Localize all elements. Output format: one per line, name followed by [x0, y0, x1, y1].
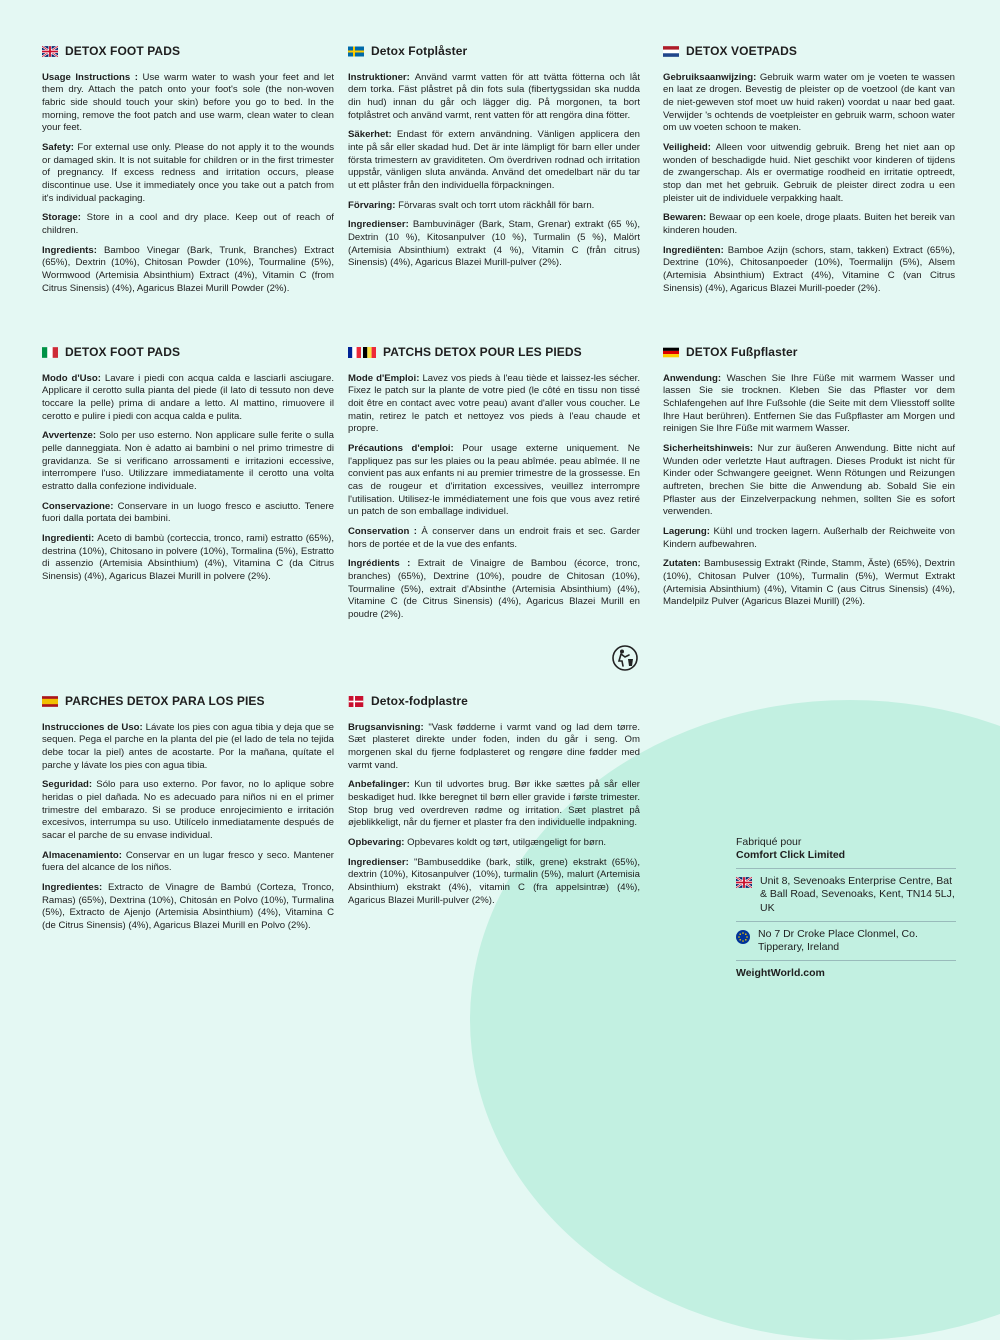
section-title: PARCHES DETOX PARA LOS PIES [65, 694, 265, 708]
storage-paragraph: Storage: Store in a cool and dry place. Keep out of reach of children. [42, 212, 334, 237]
usage-paragraph: Anwendung: Waschen Sie Ihre Füße mit warmem Wasser und lassen Sie sie trocknen. Kleben Sie das Pflaster vor dem Schlafengehen auf Ihre Fußsohle (die Seite mit dem Vliesstoff sollte Ihre Haut berühren). Entfernen Sie das Fußpflaster am Morgen und reinigen Sie Ihre Füße mit warmem Wasser. [663, 372, 955, 435]
safety-paragraph: Safety: For external use only. Please do not apply it to the wounds or damaged skin. It is not suitable for children or in the first trimester of pregnancy. If excess redness and irritation occurs, please discontinue use. Use it immediately once you take out a patch from it's individual packaging. [42, 142, 334, 204]
section-spanish [42, 694, 334, 940]
storage-paragraph: Förvaring: Förvaras svalt och torrt utom räckhåll för barn. [348, 199, 595, 211]
section-danish-heading [348, 694, 640, 710]
section-german [663, 345, 955, 616]
section-title: Detox-fodplastre [371, 694, 468, 708]
ingredients-paragraph: Ingredients: Bamboo Vinegar (Bark, Trunk, Branches) Extract (65%), Dextrin (10%), Chitosan Powder (10%), Tourmaline (5%), Wormwood (Artemisia Absinthium) Extract (4%), Vitamin C (from Citrus Sinensis) (4%), Agaricus Blazei Murill Powder (2%). [42, 244, 334, 294]
ingredients-paragraph: Zutaten: Bambusessig Extrakt (Rinde, Stamm, Äste) (65%), Dextrin (10%), Chitosan Pulver (10%), Turmalin (5%), Wermut Extrakt (Artemisia Absinthium) (4%), Vitamin C (aus Citrus Sinensis) (4%), Mandelpilz Pulver (Agaricus Blazei Murill) (2%). [663, 558, 955, 608]
section-italian [42, 345, 334, 591]
ingredients-paragraph: Ingredienser: Bambuvinäger (Bark, Stam, Grenar) extrakt (65 %), Dextrin (10 %), Kitosanpulver (10 %), Turmalin (5 %), Malört (Artemisia Absinthium) extrakt (4 %), Vitamin C (från citrus) Sinensis) (4%), Agaricus Blazei Murill-pulver (2%). [348, 219, 640, 269]
ie-address-row [736, 928, 956, 954]
uk-address-row [736, 875, 956, 914]
section-title: Detox Fotplåster [371, 44, 468, 58]
section-english [42, 44, 334, 302]
storage-paragraph: Conservation : À conserver dans un endroit frais et sec. Garder hors de portée et de la vue des enfants. [348, 526, 640, 550]
divider [736, 960, 956, 961]
storage-paragraph: Almacenamiento: Conservar en un lugar fresco y seco. Mantener fuera del alcance de los niños. [42, 849, 334, 874]
safety-paragraph: Säkerhet: Endast för extern användning. Vänligen applicera den inte på sår eller skadad hud. Det är inte lämpligt för barn eller under första trimestern av graviditeten. Om överdriven rodnad och irritation uppstår, vänligen sluta använda. Använd det omedelbart när du tar ut ett plåster från den individuella förpackningen. [348, 129, 641, 192]
eu-flag-icon [736, 930, 750, 948]
section-italian-heading [42, 345, 334, 361]
usage-paragraph: Brugsanvisning: "Vask fødderne i varmt vand og lad dem tørre. Sæt plasteret direkte under foden, inden du går i seng. Om morgenen skal du fjerne fodplasteret og rengøre dine fødder med varmt vand. [348, 721, 641, 771]
uk-flag-icon [42, 46, 58, 57]
company-name: Comfort Click Limited [736, 849, 846, 862]
spain-flag-icon [42, 696, 58, 707]
safety-paragraph: Seguridad: Sólo para uso externo. Por favor, no lo aplique sobre heridas o piel dañada. No es adecuado para niños ni en el primer trimestre del embarazo. Si se produce enrojecimiento e irritación excesivos, interrumpa su uso. Utilícelo inmediatamente después de sacar el parche de su envase individual. [42, 779, 334, 842]
safety-paragraph: Anbefalinger: Kun til udvortes brug. Bør ikke sættes på sår eller beskadiget hud. Ikke beregnet til børn eller gravide i første trimester. Stop brug ved overdreven rødme og irritation. Sæt plastret på øjeblikkeligt, når du fjerner et plaster fra den individuelle indpakning. [348, 779, 640, 829]
section-title: DETOX VOETPADS [686, 44, 797, 58]
ingredients-paragraph: Ingrédients : Extrait de Vinaigre de Bambou (écorce, tronc, branches) (65%), Dextrine (10%), poudre de Chitosan (10%), Tourmaline (5%), extrait d'Absinthe (Artemisia Absinthium) (4%), Vitamine C (de Citrus Sinensis) (4%), Agaricus Blazei Murill en poudre (2%). [348, 558, 641, 620]
section-french-heading [348, 345, 640, 361]
germany-flag-icon [663, 347, 679, 358]
safety-paragraph: Précautions d'emploi: Pour usage externe uniquement. Ne l'appliquez pas sur les plaies ou la peau abîmée. peau abîmée. Il ne convient pas aux enfants ni au premier trimestre de la grossesse. En cas de rougeur et d'irritation excessives, veuillez interrompre l'utilisation. Utilisez-le immédiatement une fois que vous avez retiré un patch de son emballage individuel. [348, 443, 640, 518]
manufacturer-block [736, 836, 956, 980]
uk-address: Unit 8, Sevenoaks Enterprise Centre, Bat & Ball Road, Sevenoaks, Kent, TN14 5LJ, UK [760, 875, 955, 914]
uk-flag-icon [736, 877, 752, 892]
safety-paragraph: Veiligheid: Alleen voor uitwendig gebruik. Breng het niet aan op wonden of beschadigde huid. Niet geschikt voor kinderen of tijdens de zwangerschap. Als er overmatige roodheid en irritatie optreedt, stop dan met het gebruik. Gebruik de pleister direct zodra u een pleister uit de individuele verpakking haalt. [663, 142, 955, 204]
ie-address: No 7 Dr Croke Place Clonmel, Co. Tipperary, Ireland [758, 927, 918, 953]
safety-paragraph: Avvertenze: Solo per uso esterno. Non applicare sulle ferite o sulla pelle danneggiata. Non è adatto ai bambini o nel primo trimestre di gravidanza. Se si verificano arrossamenti e irritazioni eccessive, interrompere l'uso. Utilizzare immediatamente il cerotto una volta estratto dalla confezione individuale. [42, 430, 334, 493]
italy-flag-icon [42, 347, 58, 358]
section-swedish-heading [348, 44, 640, 60]
divider [736, 868, 956, 869]
sweden-flag-icon [348, 46, 364, 57]
storage-paragraph: Lagerung: Kühl und trocken lagern. Außerhalb der Reichweite von Kindern aufbewahren. [663, 526, 955, 550]
section-title: DETOX FOOT PADS [65, 345, 181, 359]
section-french [348, 345, 640, 629]
section-dutch [663, 44, 955, 302]
france-belgium-flag-icon [348, 347, 376, 358]
usage-paragraph: Modo d'Uso: Lavare i piedi con acqua calda e lasciarli asciugare. Applicare il cerotto sulla pianta del piede (il lato di tessuto non deve toccare la pelle) prima di andare a letto. Al mattino, rimuovere il cerotto e pulire i piedi con acqua calda e pulita. [42, 372, 334, 422]
ingredients-paragraph: Ingredientes: Extracto de Vinagre de Bambú (Corteza, Tronco, Ramas) (65%), Dextrina (10%), Chitosán en Polvo (10%), Turmalina (5%), Extracto de Ajenjo (Artemisia Absinthium) (4%), Vitamina C (de Citrus Sinensis) (4%), Agaricus Blazei Murill en Polvo (2%). [42, 882, 335, 932]
netherlands-flag-icon [663, 46, 679, 57]
ingredients-paragraph: Ingredienser: "Bambuseddike (bark, stilk, grene) ekstrakt (65%), dextrin (10%), Kitosanpulver (10%), turmalin (5%), malurt (Artemisia Absinthium) ekstrakt (4%), vitamin C (fra appelsintræ) (4%), Agaricus Blazei Murill-pulver (2%). [348, 856, 640, 906]
storage-paragraph: Opbevaring: Opbevares koldt og tørt, utilgængeligt for børn. [348, 837, 607, 849]
storage-paragraph: Bewaren: Bewaar op een koele, droge plaats. Buiten het bereik van kinderen houden. [663, 212, 955, 237]
usage-paragraph: Instruktioner: Använd varmt vatten för att tvätta fötterna och låt dem torka. Fäst plåstret på din fots sula (fibertygssidan ska nudda din hud) innan du går och lägger dig. På morgonen, ta bort fotplåstret och använd varmt, rent vatten för att rengöra dina fötter. [348, 71, 640, 121]
usage-paragraph: Gebruiksaanwijzing: Gebruik warm water om je voeten te wassen en laat ze drogen. Bevestig de pleister op de voetzool (de kant van de niet-geweven stof moet uw huid raken) voordat u naar bed gaat. Verwijder 's ochtends de voetpleister en gebruik warm, schoon water om uw voeten schoon te maken. [663, 71, 955, 134]
section-title: PATCHS DETOX POUR LES PIEDS [383, 345, 582, 359]
usage-paragraph: Mode d'Emploi: Lavez vos pieds à l'eau tiède et laissez-les sécher. Fixez le patch sur la plante de votre pied (le côté en tissu non tissé doit être en contact avec votre peau) avant d'aller vous coucher. Le matin, retirez le patch et nettoyez vos pieds à l'eau chaude et propre. [348, 372, 640, 435]
website-link[interactable]: WeightWorld.com [736, 966, 825, 979]
section-swedish [348, 44, 640, 277]
section-spanish-heading [42, 694, 334, 710]
ingredients-paragraph: Ingrediënten: Bamboe Azijn (schors, stam, takken) Extract (65%), Dextrine (10%), Chitosanpoeder (10%), Toermalijn (5%), Alsem (Artemisia Absinthium) Extract (4%), Vitamine C (van Citrus Sinensis) (4%), Agaricus Blazei Murill-poeder (2%). [663, 244, 955, 294]
tidyman-recycle-icon [612, 645, 638, 676]
divider [736, 921, 956, 922]
safety-paragraph: Sicherheitshinweis: Nur zur äußeren Anwendung. Bitte nicht auf Wunden oder verletzte Haut auftragen. Dieses Produkt ist nicht für Kinder oder Schwangere geeignet. Wenn Rötungen und Reizungen auftreten, brechen Sie bitte die Anwendung ab. Sobald Sie ein Pflaster aus der Einzelverpackung nehmen, sollten Sie es sofort verwenden. [663, 443, 955, 518]
usage-paragraph: Usage Instructions : Use warm water to wash your feet and let them dry. Attach the patch onto your foot's sole (the non-woven fabric side should touch your skin) before you go to bed. In the morning, remove the foot patch and use warm, clean water to clean your feet. [42, 71, 335, 134]
section-english-heading [42, 44, 334, 60]
section-dutch-heading [663, 44, 955, 60]
storage-paragraph: Conservazione: Conservare in un luogo fresco e asciutto. Tenere fuori dalla portata dei bambini. [42, 500, 334, 525]
section-title: DETOX Fußpflaster [686, 345, 798, 359]
section-danish [348, 694, 640, 914]
denmark-flag-icon [348, 696, 364, 707]
made-for-label: Fabriqué pour [736, 836, 802, 848]
usage-paragraph: Instrucciones de Uso: Lávate los pies con agua tibia y deja que se sequen. Pega el parche en la planta del pie (el lado de tela no tejida debe tocar la piel) antes de acostarte. Por la mañana, quítate el parche y lávate los pies con agua tibia. [42, 721, 334, 771]
section-title: DETOX FOOT PADS [65, 44, 181, 58]
section-german-heading [663, 345, 955, 361]
ingredients-paragraph: Ingredienti: Aceto di bambù (corteccia, tronco, rami) estratto (65%), destrina (10%), Chitosano in polvere (10%), Tormalina (5%), Estratto di assenzio (Artemisia Absinthium) (4%), Vitamina C (da Citrus Sinensis) (4%), Agaricus Blazei Murill in polvere (2%). [42, 533, 334, 583]
